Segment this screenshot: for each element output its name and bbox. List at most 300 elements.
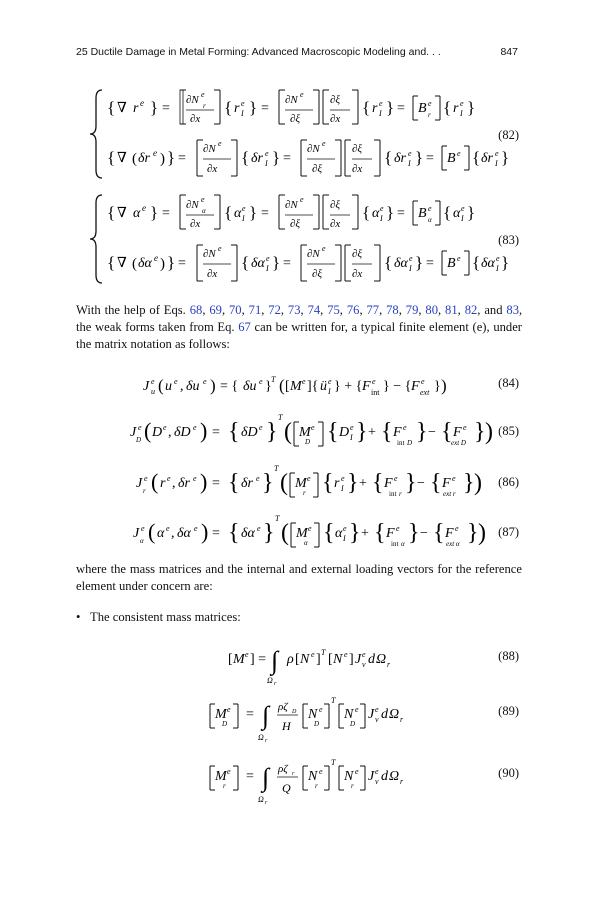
svg-text:(: ( — [151, 469, 159, 494]
svg-text:} + {: } + { — [334, 379, 363, 394]
svg-text:=: = — [246, 769, 254, 784]
svg-text:{: { — [322, 470, 334, 496]
svg-text:α: α — [453, 206, 461, 221]
svg-text:Ω: Ω — [258, 733, 264, 742]
svg-text:d: d — [381, 707, 388, 722]
equation-90 — [0, 752, 593, 808]
page-number: 847 — [500, 46, 518, 58]
svg-text:e: e — [151, 377, 155, 386]
svg-text:): ) — [441, 376, 447, 395]
svg-text:{: { — [107, 253, 116, 272]
svg-text:[: [ — [228, 652, 233, 667]
equation-84 — [0, 366, 593, 406]
svg-text:u: u — [151, 387, 155, 396]
svg-text:}: } — [167, 253, 176, 272]
svg-text:∂ξ: ∂ξ — [312, 268, 323, 280]
svg-text:e: e — [341, 474, 345, 483]
eq-ref-72[interactable]: 72 — [268, 303, 281, 317]
svg-text:I: I — [265, 159, 268, 168]
svg-text:δα: δα — [138, 256, 152, 271]
svg-text:D: D — [305, 438, 311, 446]
svg-text:{: { — [433, 520, 445, 546]
svg-text:M: M — [295, 476, 307, 491]
svg-text:{: { — [362, 98, 371, 117]
svg-text:e: e — [227, 767, 231, 776]
svg-text:e: e — [308, 524, 312, 533]
svg-text:M: M — [215, 769, 227, 784]
svg-text:}: } — [150, 203, 159, 222]
svg-text:{: { — [107, 148, 116, 167]
svg-text:[: [ — [295, 652, 300, 667]
svg-text:=: = — [261, 206, 269, 221]
svg-text:e: e — [138, 423, 142, 432]
svg-text:∂ξ: ∂ξ — [312, 163, 323, 175]
svg-text:r: r — [303, 489, 306, 497]
eq-ref-70[interactable]: 70 — [229, 303, 242, 317]
svg-text:∫: ∫ — [262, 701, 270, 730]
svg-text:T: T — [274, 464, 279, 473]
svg-text:e: e — [379, 99, 383, 108]
svg-text:+: + — [359, 476, 367, 491]
svg-text:T: T — [331, 758, 336, 767]
svg-text:Ω: Ω — [389, 707, 400, 722]
svg-text:e: e — [227, 705, 231, 714]
svg-text:J: J — [355, 652, 362, 667]
svg-text:e: e — [457, 254, 461, 263]
svg-text:∂x: ∂x — [190, 113, 201, 125]
svg-text:{: { — [241, 253, 250, 272]
svg-text:D: D — [222, 720, 228, 728]
svg-text:F: F — [386, 526, 395, 541]
svg-text:r: r — [203, 102, 206, 110]
equation-number-87: (87) — [498, 525, 519, 539]
svg-text:{: { — [472, 253, 481, 272]
svg-text:{: { — [224, 98, 233, 117]
svg-text:}: } — [386, 203, 395, 222]
paragraph-mass-matrices: where the mass matrices and the internal and external loading vectors for the reference element under concern are: — [76, 562, 522, 593]
svg-text:e: e — [328, 377, 332, 386]
svg-text:u: u — [165, 379, 172, 394]
svg-text:}: } — [167, 148, 176, 167]
svg-text:r: r — [292, 771, 295, 777]
svg-text:∂N: ∂N — [203, 248, 216, 260]
svg-text:}: } — [349, 520, 361, 546]
paragraph-mid: , the weak forms taken from Eq. — [76, 303, 523, 334]
svg-text:}: } — [467, 520, 479, 546]
svg-text:{: { — [241, 148, 250, 167]
svg-text:D: D — [339, 425, 350, 440]
svg-text:e: e — [163, 423, 167, 432]
svg-text:M: M — [215, 707, 227, 722]
svg-text:I: I — [496, 264, 499, 273]
svg-text:}: } — [249, 98, 258, 117]
svg-text:δu: δu — [186, 379, 200, 394]
svg-text:−: − — [420, 526, 428, 541]
svg-text:e: e — [495, 149, 499, 158]
svg-text:I: I — [495, 159, 498, 168]
svg-text:r: r — [428, 111, 431, 119]
svg-text:): ) — [160, 151, 165, 167]
svg-text:{: { — [384, 253, 393, 272]
svg-text:I: I — [266, 264, 269, 273]
eq-ref-81[interactable]: 81 — [445, 303, 458, 317]
svg-text:I: I — [241, 109, 244, 118]
svg-text:r: r — [133, 101, 139, 116]
svg-text:= {: = { — [220, 379, 239, 394]
svg-text:e: e — [409, 254, 413, 263]
svg-text:e: e — [350, 423, 354, 432]
svg-text:I: I — [242, 214, 245, 223]
svg-text:δu: δu — [243, 379, 257, 394]
svg-text:e: e — [428, 204, 432, 213]
svg-text:ü: ü — [320, 379, 327, 394]
svg-text:): ) — [474, 470, 482, 496]
svg-text:(: ( — [132, 151, 137, 167]
svg-text:e: e — [174, 377, 178, 386]
svg-text:{: { — [362, 203, 371, 222]
svg-text:T: T — [275, 514, 280, 523]
eq-ref-83[interactable]: 83 — [506, 303, 519, 317]
svg-text:∂x: ∂x — [207, 268, 218, 280]
svg-text:e: e — [463, 423, 467, 432]
svg-text:α: α — [335, 526, 343, 541]
svg-text:e: e — [154, 253, 158, 263]
svg-text:Ω: Ω — [267, 676, 273, 685]
eq-ref-68[interactable]: 68 — [189, 303, 203, 317]
svg-text:{: { — [107, 203, 116, 222]
svg-text:D: D — [407, 439, 413, 447]
svg-text:): ) — [200, 418, 208, 443]
svg-text:=: = — [397, 101, 405, 116]
svg-text:I: I — [343, 534, 346, 543]
svg-text:{: { — [441, 419, 453, 445]
svg-text:e: e — [457, 149, 461, 158]
svg-text:I: I — [379, 109, 382, 118]
svg-text:α: α — [234, 206, 242, 221]
svg-text:}: } — [467, 203, 476, 222]
eq-ref-78[interactable]: 78 — [386, 303, 399, 317]
svg-text:r: r — [453, 101, 459, 116]
svg-text:D: D — [314, 720, 320, 728]
svg-text:∂ξ: ∂ξ — [290, 218, 301, 230]
svg-text:+: + — [361, 526, 369, 541]
svg-text:∂N: ∂N — [186, 199, 199, 211]
svg-text:}: } — [347, 470, 359, 496]
equation-number-84: (84) — [498, 376, 519, 390]
svg-text:]: ] — [349, 652, 354, 667]
svg-text:I: I — [341, 484, 344, 493]
svg-text:r: r — [265, 800, 268, 806]
and-word: , and — [477, 303, 503, 317]
svg-text:{: { — [372, 470, 384, 496]
svg-text:e: e — [257, 524, 261, 533]
svg-text:e: e — [241, 99, 245, 108]
bullet-marker: • — [76, 610, 81, 624]
svg-text:∂x: ∂x — [352, 163, 363, 175]
svg-text:I: I — [461, 214, 464, 223]
svg-text:M: M — [290, 379, 302, 394]
svg-text:}: } — [416, 419, 428, 445]
svg-text:(: ( — [158, 376, 164, 395]
svg-text:M: M — [233, 652, 245, 667]
svg-text:e: e — [460, 99, 464, 108]
eq-ref-80[interactable]: 80 — [425, 303, 438, 317]
equation-89 — [0, 690, 593, 746]
equation-number-83: (83) — [498, 233, 519, 247]
svg-text:Ω: Ω — [258, 795, 264, 804]
paragraph-suffix: can be written for, a typical finite element (e), under the matrix notation as follows: — [76, 320, 522, 351]
svg-text:}: } — [272, 253, 281, 272]
svg-text:] =: ] = — [250, 652, 267, 667]
svg-text:δα: δα — [251, 256, 265, 271]
svg-text:∫: ∫ — [271, 646, 279, 675]
svg-text:δr: δr — [251, 151, 263, 166]
svg-text:T: T — [331, 696, 336, 705]
svg-text:]{: ]{ — [307, 379, 319, 394]
svg-text:J: J — [130, 425, 137, 440]
svg-text:α: α — [401, 540, 405, 548]
svg-text:e: e — [343, 524, 347, 533]
svg-text:α: α — [372, 206, 380, 221]
svg-text:I: I — [380, 214, 383, 223]
svg-text:F: F — [445, 526, 454, 541]
svg-text:e: e — [300, 195, 304, 204]
svg-text:N: N — [308, 769, 318, 784]
svg-text:r: r — [234, 101, 240, 116]
svg-text:(: ( — [279, 376, 285, 395]
svg-text:Ω: Ω — [389, 769, 400, 784]
eq-ref-76[interactable]: 76 — [346, 303, 360, 317]
svg-text:J: J — [133, 526, 140, 541]
svg-text:}: } — [408, 520, 420, 546]
equation-number-89: (89) — [498, 704, 519, 718]
eq-ref-71[interactable]: 71 — [248, 303, 262, 317]
svg-text:]: ] — [316, 652, 321, 667]
svg-text:[: [ — [285, 379, 290, 394]
svg-text:e: e — [194, 524, 198, 533]
svg-text:r: r — [223, 782, 226, 790]
svg-text:e: e — [394, 474, 398, 483]
svg-text:}: } — [474, 419, 486, 445]
svg-text:B: B — [447, 151, 456, 166]
svg-text:e: e — [300, 90, 304, 99]
svg-text:e: e — [408, 149, 412, 158]
eq-ref-79[interactable]: 79 — [405, 303, 419, 317]
svg-text:e: e — [322, 139, 326, 148]
svg-text:r: r — [400, 777, 404, 786]
paragraph-weak-forms: With the help of Eqs. 68, 69, 70, 71, 72, 73, 74, 75, 76, 77, 78, 79, 80, 81, 82, and 83, the weak forms taken from Eq. 67 can be written for, a typical finite element (e), under the matrix notation as follows: — [76, 303, 523, 351]
svg-text:∂x: ∂x — [352, 268, 363, 280]
svg-text:α: α — [157, 526, 165, 541]
svg-text:e: e — [452, 474, 456, 483]
svg-text:{: { — [228, 419, 240, 445]
svg-text:ext r: ext r — [443, 490, 456, 498]
svg-text:e: e — [375, 705, 379, 714]
svg-text:δr: δr — [138, 151, 150, 166]
eq-ref-74[interactable]: 74 — [307, 303, 321, 317]
svg-text:δα: δα — [481, 256, 495, 271]
svg-text:α: α — [133, 206, 141, 221]
svg-text:e: e — [375, 767, 379, 776]
svg-text:e: e — [322, 244, 326, 253]
svg-text:F: F — [442, 476, 451, 491]
svg-text:}: } — [415, 253, 424, 272]
svg-text:∂ξ: ∂ξ — [290, 113, 301, 125]
svg-text:e: e — [259, 423, 263, 432]
svg-text:ext D: ext D — [451, 439, 466, 447]
svg-text:r: r — [399, 490, 402, 498]
svg-text:(: ( — [132, 256, 137, 272]
svg-text:,: , — [180, 379, 184, 394]
equation-number-88: (88) — [498, 649, 519, 663]
svg-text:∇: ∇ — [117, 206, 127, 221]
svg-text:+: + — [368, 425, 376, 440]
svg-text:=: = — [162, 206, 170, 221]
svg-text:}: } — [262, 470, 274, 496]
svg-text:T: T — [321, 648, 326, 657]
svg-text:}: } — [415, 148, 424, 167]
svg-text:e: e — [193, 474, 197, 483]
svg-text:=: = — [212, 425, 220, 440]
svg-text:(: ( — [144, 418, 152, 443]
svg-text:=: = — [261, 101, 269, 116]
svg-text:,: , — [172, 476, 176, 491]
svg-text:=: = — [178, 256, 186, 271]
svg-text:e: e — [428, 99, 432, 108]
svg-text:I: I — [328, 387, 331, 396]
svg-text:ext: ext — [420, 388, 430, 397]
svg-text:}: } — [501, 253, 510, 272]
svg-text:I: I — [408, 159, 411, 168]
svg-text:δr: δr — [481, 151, 493, 166]
svg-text:e: e — [266, 254, 270, 263]
svg-text:[: [ — [328, 652, 333, 667]
svg-text:}: } — [150, 98, 159, 117]
eq-ref-75[interactable]: 75 — [327, 303, 340, 317]
svg-text:(: ( — [284, 419, 292, 445]
svg-text:e: e — [265, 149, 269, 158]
svg-text:e: e — [307, 474, 311, 483]
svg-text:∇: ∇ — [117, 256, 127, 271]
equation-86 — [0, 459, 593, 507]
svg-text:r: r — [387, 660, 391, 669]
svg-text:Ω: Ω — [376, 652, 387, 667]
svg-text:∫: ∫ — [262, 763, 270, 792]
svg-text:e: e — [242, 204, 246, 213]
svg-text:e: e — [421, 377, 425, 386]
svg-text:): ) — [210, 376, 216, 395]
svg-text:): ) — [485, 419, 493, 445]
svg-text:e: e — [142, 203, 146, 213]
svg-text:∂N: ∂N — [285, 199, 298, 211]
bullet-consistent-mass — [76, 610, 241, 625]
svg-text:}: } — [467, 98, 476, 117]
svg-text:α: α — [428, 216, 432, 224]
svg-text:α: α — [304, 539, 308, 547]
svg-text:F: F — [384, 476, 393, 491]
svg-text:∇: ∇ — [117, 151, 127, 166]
svg-text:} − {: } − { — [383, 379, 412, 394]
svg-text:J: J — [136, 476, 143, 491]
svg-text:M: M — [299, 425, 311, 440]
svg-text:}: } — [463, 470, 475, 496]
svg-text:H: H — [282, 719, 291, 733]
svg-text:δα: δα — [394, 256, 408, 271]
chapter-title: 25 Ductile Damage in Metal Forming: Advanced Macroscopic Modeling and. . . — [76, 46, 441, 58]
svg-text:e: e — [203, 377, 207, 386]
svg-text:J: J — [368, 707, 375, 722]
svg-text:B: B — [418, 206, 427, 221]
eq-ref-69[interactable]: 69 — [209, 303, 222, 317]
svg-text:I: I — [350, 433, 353, 442]
svg-text:D: D — [136, 436, 142, 444]
svg-text:{: { — [323, 520, 335, 546]
equation-85 — [0, 406, 593, 456]
svg-text:d: d — [381, 769, 388, 784]
svg-text:=: = — [246, 707, 254, 722]
svg-text:{: { — [384, 148, 393, 167]
svg-text:int: int — [391, 540, 399, 548]
svg-text:{: { — [107, 98, 116, 117]
svg-text:e: e — [455, 524, 459, 533]
svg-text:∂N: ∂N — [203, 143, 216, 155]
svg-text:{: { — [224, 203, 233, 222]
svg-text:D: D — [350, 720, 356, 728]
svg-text:r: r — [400, 715, 404, 724]
svg-text:e: e — [140, 98, 144, 108]
svg-text:δr: δr — [241, 476, 253, 491]
svg-text:e: e — [355, 767, 359, 776]
svg-text:e: e — [496, 254, 500, 263]
svg-text:{: { — [374, 520, 386, 546]
svg-text:N: N — [344, 769, 354, 784]
svg-text:e: e — [166, 524, 170, 533]
eq-ref-73[interactable]: 73 — [287, 303, 301, 317]
svg-text:e: e — [396, 524, 400, 533]
svg-text:d: d — [368, 652, 375, 667]
eq-ref-77[interactable]: 77 — [366, 303, 380, 317]
eq-ref-67[interactable]: 67 — [238, 320, 251, 334]
svg-text:∂x: ∂x — [330, 218, 341, 230]
equation-82 — [0, 82, 593, 187]
equation-88 — [0, 635, 593, 687]
svg-text:e: e — [311, 650, 315, 659]
svg-text:=: = — [212, 476, 220, 491]
svg-text:∂N: ∂N — [307, 143, 320, 155]
svg-text:e: e — [141, 524, 145, 533]
equation-83 — [0, 189, 593, 289]
svg-text:F: F — [411, 379, 420, 394]
svg-text:e: e — [311, 423, 315, 432]
svg-text:∂ξ: ∂ξ — [352, 248, 363, 260]
svg-text:e: e — [259, 377, 263, 386]
svg-text:e: e — [144, 474, 148, 483]
svg-text:{: { — [443, 98, 452, 117]
equation-number-90: (90) — [498, 766, 519, 780]
svg-text:F: F — [453, 425, 462, 440]
eq-ref-82[interactable]: 82 — [464, 303, 478, 317]
svg-text:}: } — [434, 379, 441, 394]
svg-text:e: e — [167, 474, 171, 483]
svg-text:e: e — [372, 377, 376, 386]
svg-text:F: F — [362, 379, 371, 394]
svg-text:=: = — [426, 256, 434, 271]
svg-text:r: r — [334, 476, 340, 491]
svg-text:δα: δα — [177, 526, 191, 541]
svg-text:∇: ∇ — [117, 101, 127, 116]
svg-text:e: e — [256, 474, 260, 483]
svg-text:{: { — [228, 470, 240, 496]
